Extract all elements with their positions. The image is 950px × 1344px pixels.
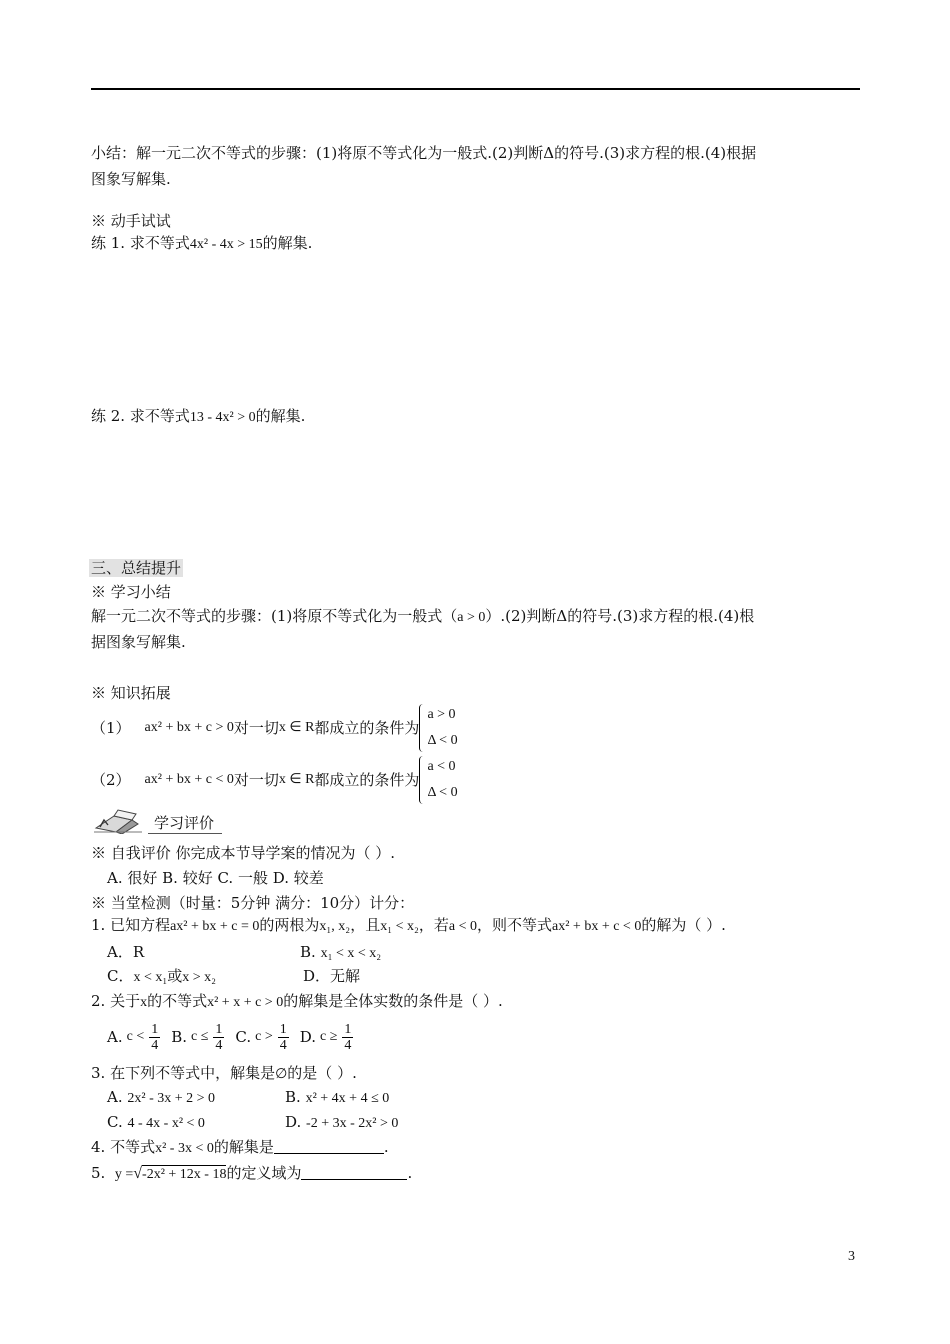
ext2-cond: x ∈ R: [278, 772, 315, 787]
exercise-2-label: 练 2.: [91, 407, 126, 425]
practice-heading: ※ 动手试试: [91, 212, 171, 230]
exercise-2: [91, 406, 305, 428]
question-2: 2. 关于x的不等式x² + x + c > 0的解集是全体实数的条件是（ ）.: [91, 992, 503, 1010]
q1-order: x₁ < x₂: [380, 919, 419, 934]
q5-radicand: -2x² + 12x - 18: [142, 1167, 227, 1182]
q4-answer-blank[interactable]: [274, 1139, 384, 1154]
exercise-2-prefix: 求不等式: [129, 407, 190, 425]
question-4: 4. 不等式x² - 3x < 0的解集是 .: [91, 1138, 389, 1156]
ext2-cond-a: a < 0: [427, 759, 456, 774]
exercise-1-label: 练 1.: [91, 234, 126, 252]
extension-item-1: [91, 702, 458, 754]
q4-inequality: x² - 3x < 0: [155, 1141, 214, 1156]
ext2-text: 对一切: [233, 771, 279, 789]
q3-option-c: C. 4 - 4x - x² < 0: [107, 1113, 205, 1131]
page-number: 3: [848, 1249, 855, 1264]
book-icon: [92, 806, 148, 834]
ext2-math: ax² + bx + c < 0: [144, 772, 234, 787]
q1-option-c: C．x < x₁或x > x₂: [107, 967, 217, 985]
study-summary-heading: ※ 学习小结: [91, 583, 171, 601]
q5-answer-blank[interactable]: [301, 1165, 407, 1180]
ext2-cond-delta: Δ < 0: [427, 785, 458, 800]
q1-inequality: ax² + bx + c < 0: [552, 919, 642, 934]
q2-option-d: D. c ≥ $\frac{1}{4}$: [299, 1021, 352, 1053]
question-3: 3. 在下列不等式中，解集是∅的是（ ）.: [91, 1064, 357, 1082]
exercise-1-prefix: 求不等式: [129, 234, 190, 252]
evaluation-banner-title: 学习评价: [148, 814, 222, 834]
q3-option-a: A. 2x² - 3x + 2 > 0: [107, 1088, 216, 1106]
ext1-label: （1）: [91, 719, 131, 737]
empty-set-symbol: ∅: [275, 1067, 288, 1082]
summary-line-2: 图象写解集.: [91, 170, 171, 188]
section-title: 三、总结提升: [91, 559, 182, 577]
q5-lhs: y =: [114, 1167, 134, 1182]
q1-option-a: A．R: [107, 943, 145, 961]
q2-option-c: C. c > $\frac{1}{4}$: [235, 1021, 287, 1053]
ext1-tail: 都成立的条件为: [314, 719, 420, 737]
ext1-text: 对一切: [233, 719, 279, 737]
ext1-system: [419, 702, 457, 754]
ext1-math: ax² + bx + c > 0: [144, 720, 234, 735]
q2-inequality: x² + x + c > 0: [207, 995, 284, 1010]
q1-option-d: D．无解: [303, 967, 361, 985]
ext1-cond: x ∈ R: [278, 720, 315, 735]
evaluation-banner: [92, 806, 242, 836]
q1-option-b: B. x₁ < x < x₂: [300, 943, 382, 961]
study-summary-line-2: 据图象写解集.: [91, 633, 186, 651]
q3-option-d: D. -2 + 3x - 2x² > 0: [285, 1113, 399, 1131]
summary-math: a > 0: [457, 610, 486, 625]
extension-item-2: [91, 754, 458, 806]
exercise-1: [91, 233, 312, 255]
self-evaluation: ※ 自我评价 你完成本节导学案的情况为（ ）.: [91, 844, 396, 862]
q1-equation: ax² + bx + c = 0: [170, 919, 260, 934]
header-rule: [91, 88, 860, 90]
summary-line-1: 小结：解一元二次不等式的步骤：(1)将原不等式化为一般式.(2)判断Δ的符号.(3)求方程的根.(4)根据: [91, 144, 757, 162]
test-heading: ※ 当堂检测（时量：5分钟 满分：10分）计分：: [91, 894, 415, 912]
ext2-label: （2）: [91, 771, 131, 789]
extension-heading: ※ 知识拓展: [91, 684, 171, 702]
exercise-2-suffix: 的解集.: [255, 407, 306, 425]
q1-roots: x₁, x₂: [319, 919, 351, 934]
q2-options: [107, 1018, 354, 1056]
q3-option-b: B. x² + 4x + 4 ≤ 0: [285, 1088, 390, 1106]
question-5: 5. y =√-2x² + 12x - 18的定义域为 .: [91, 1164, 413, 1182]
q2-option-a: A. c < $\frac{1}{4}$: [107, 1021, 159, 1053]
ext2-system: [419, 754, 457, 806]
q2-option-b: B. c ≤ $\frac{1}{4}$: [171, 1021, 223, 1053]
exercise-2-math: 13 - 4x² > 0: [189, 410, 256, 425]
ext1-cond-delta: Δ < 0: [427, 733, 458, 748]
question-1: 1. 已知方程ax² + bx + c = 0的两根为x₁, x₂，且x₁ < x₂，若a < 0，则不等式ax² + bx + c < 0的解为（ ）.: [91, 916, 726, 934]
exercise-1-math: 4x² - 4x > 15: [189, 237, 263, 252]
self-evaluation-options: A. 很好 B. 较好 C. 一般 D. 较差: [107, 869, 324, 887]
study-summary-line-1: 解一元二次不等式的步骤：(1)将原不等式化为一般式（a > 0）.(2)判断Δ的符号.(3)求方程的根.(4)根: [91, 607, 755, 625]
ext1-cond-a: a > 0: [427, 707, 456, 722]
q1-sign: a < 0: [448, 919, 477, 934]
ext2-tail: 都成立的条件为: [314, 771, 420, 789]
exercise-1-suffix: 的解集.: [262, 234, 313, 252]
